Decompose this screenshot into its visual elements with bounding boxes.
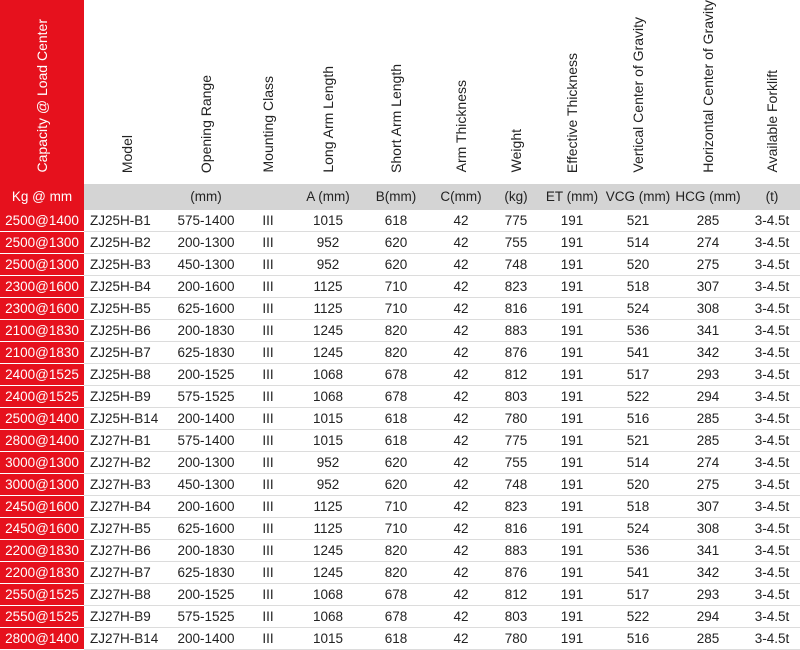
- cell-vcg: 541: [604, 341, 672, 363]
- unit-capacity: Kg @ mm: [0, 184, 84, 210]
- table-row: [0, 561, 800, 583]
- cell-capacity: 2500@1400: [0, 210, 84, 232]
- cell-forklift: 3-4.5t: [744, 451, 800, 473]
- cell-short-arm: 710: [362, 495, 430, 517]
- cell-long-arm: 1245: [294, 341, 362, 363]
- cell-arm-thickness: 42: [430, 253, 492, 275]
- cell-hcg: 294: [672, 605, 744, 627]
- cell-weight: 823: [492, 275, 540, 297]
- cell-weight: 780: [492, 627, 540, 649]
- cell-capacity: 2300@1600: [0, 275, 84, 297]
- cell-opening-range: 450-1300: [170, 473, 242, 495]
- cell-long-arm: 1245: [294, 539, 362, 561]
- cell-capacity: 2100@1830: [0, 319, 84, 341]
- cell-short-arm: 678: [362, 605, 430, 627]
- cell-weight: 816: [492, 517, 540, 539]
- cell-arm-thickness: 42: [430, 627, 492, 649]
- cell-vcg: 521: [604, 210, 672, 232]
- cell-short-arm: 618: [362, 627, 430, 649]
- cell-weight: 748: [492, 473, 540, 495]
- cell-hcg: 274: [672, 231, 744, 253]
- cell-short-arm: 820: [362, 539, 430, 561]
- table-row: [0, 517, 800, 539]
- header-arm-thickness: Arm Thickness: [452, 80, 469, 173]
- cell-opening-range: 200-1525: [170, 363, 242, 385]
- cell-model: ZJ25H-B8: [84, 363, 170, 385]
- cell-arm-thickness: 42: [430, 341, 492, 363]
- cell-model: ZJ25H-B4: [84, 275, 170, 297]
- cell-opening-range: 625-1830: [170, 341, 242, 363]
- cell-vcg: 516: [604, 627, 672, 649]
- cell-weight: 755: [492, 231, 540, 253]
- cell-vcg: 524: [604, 297, 672, 319]
- unit-vcg: VCG (mm): [604, 184, 672, 210]
- cell-model: ZJ25H-B3: [84, 253, 170, 275]
- header-hcg: Horizontal Center of Gravity: [699, 0, 716, 173]
- table-row: [0, 297, 800, 319]
- cell-arm-thickness: 42: [430, 319, 492, 341]
- table-row: [0, 210, 800, 232]
- cell-opening-range: 200-1300: [170, 451, 242, 473]
- cell-arm-thickness: 42: [430, 583, 492, 605]
- cell-capacity: 2500@1300: [0, 253, 84, 275]
- table-row: [0, 275, 800, 297]
- cell-mounting-class: III: [242, 407, 294, 429]
- cell-short-arm: 710: [362, 297, 430, 319]
- cell-hcg: 285: [672, 407, 744, 429]
- cell-long-arm: 1068: [294, 363, 362, 385]
- cell-capacity: 2400@1525: [0, 385, 84, 407]
- cell-effective-thickness: 191: [540, 385, 604, 407]
- cell-capacity: 2500@1400: [0, 407, 84, 429]
- cell-hcg: 293: [672, 583, 744, 605]
- cell-mounting-class: III: [242, 539, 294, 561]
- cell-opening-range: 575-1400: [170, 429, 242, 451]
- cell-arm-thickness: 42: [430, 363, 492, 385]
- cell-model: ZJ25H-B14: [84, 407, 170, 429]
- cell-arm-thickness: 42: [430, 495, 492, 517]
- cell-model: ZJ25H-B9: [84, 385, 170, 407]
- cell-long-arm: 1125: [294, 297, 362, 319]
- cell-weight: 803: [492, 385, 540, 407]
- cell-effective-thickness: 191: [540, 275, 604, 297]
- cell-weight: 816: [492, 297, 540, 319]
- cell-mounting-class: III: [242, 561, 294, 583]
- cell-mounting-class: III: [242, 385, 294, 407]
- cell-forklift: 3-4.5t: [744, 407, 800, 429]
- cell-forklift: 3-4.5t: [744, 605, 800, 627]
- cell-long-arm: 1015: [294, 210, 362, 232]
- table-row: [0, 341, 800, 363]
- cell-opening-range: 200-1525: [170, 583, 242, 605]
- cell-long-arm: 952: [294, 231, 362, 253]
- cell-opening-range: 625-1600: [170, 297, 242, 319]
- cell-opening-range: 625-1600: [170, 517, 242, 539]
- cell-hcg: 274: [672, 451, 744, 473]
- cell-model: ZJ27H-B2: [84, 451, 170, 473]
- cell-short-arm: 620: [362, 231, 430, 253]
- cell-vcg: 521: [604, 429, 672, 451]
- cell-capacity: 3000@1300: [0, 451, 84, 473]
- cell-mounting-class: III: [242, 231, 294, 253]
- cell-long-arm: 1015: [294, 407, 362, 429]
- header-weight: Weight: [507, 129, 524, 173]
- cell-forklift: 3-4.5t: [744, 275, 800, 297]
- unit-arm-thickness: C(mm): [430, 184, 492, 210]
- cell-mounting-class: III: [242, 605, 294, 627]
- cell-forklift: 3-4.5t: [744, 231, 800, 253]
- table-row: [0, 583, 800, 605]
- table-row: [0, 473, 800, 495]
- cell-mounting-class: III: [242, 363, 294, 385]
- cell-effective-thickness: 191: [540, 561, 604, 583]
- cell-vcg: 516: [604, 407, 672, 429]
- cell-weight: 876: [492, 341, 540, 363]
- cell-hcg: 307: [672, 495, 744, 517]
- cell-effective-thickness: 191: [540, 605, 604, 627]
- cell-opening-range: 200-1600: [170, 495, 242, 517]
- cell-effective-thickness: 191: [540, 451, 604, 473]
- cell-arm-thickness: 42: [430, 297, 492, 319]
- cell-effective-thickness: 191: [540, 363, 604, 385]
- table-row: [0, 429, 800, 451]
- cell-short-arm: 618: [362, 210, 430, 232]
- cell-model: ZJ25H-B2: [84, 231, 170, 253]
- table-row: [0, 385, 800, 407]
- cell-short-arm: 620: [362, 473, 430, 495]
- cell-arm-thickness: 42: [430, 605, 492, 627]
- cell-effective-thickness: 191: [540, 539, 604, 561]
- cell-model: ZJ27H-B14: [84, 627, 170, 649]
- cell-hcg: 285: [672, 210, 744, 232]
- cell-long-arm: 952: [294, 451, 362, 473]
- cell-forklift: 3-4.5t: [744, 210, 800, 232]
- cell-vcg: 514: [604, 231, 672, 253]
- cell-hcg: 342: [672, 341, 744, 363]
- table-row: [0, 539, 800, 561]
- cell-effective-thickness: 191: [540, 429, 604, 451]
- header-model: Model: [118, 134, 135, 173]
- cell-forklift: 3-4.5t: [744, 495, 800, 517]
- header-opening-range: Opening Range: [197, 74, 214, 173]
- cell-arm-thickness: 42: [430, 210, 492, 232]
- cell-mounting-class: III: [242, 297, 294, 319]
- cell-short-arm: 820: [362, 561, 430, 583]
- unit-model: [84, 184, 170, 210]
- cell-opening-range: 450-1300: [170, 253, 242, 275]
- cell-effective-thickness: 191: [540, 407, 604, 429]
- cell-short-arm: 710: [362, 517, 430, 539]
- cell-model: ZJ25H-B6: [84, 319, 170, 341]
- cell-vcg: 517: [604, 363, 672, 385]
- cell-capacity: 2550@1525: [0, 583, 84, 605]
- cell-capacity: 2500@1300: [0, 231, 84, 253]
- cell-opening-range: 200-1600: [170, 275, 242, 297]
- cell-hcg: 308: [672, 297, 744, 319]
- cell-vcg: 522: [604, 605, 672, 627]
- cell-weight: 812: [492, 583, 540, 605]
- cell-arm-thickness: 42: [430, 473, 492, 495]
- table-body: [0, 210, 800, 650]
- cell-model: ZJ27H-B5: [84, 517, 170, 539]
- cell-short-arm: 820: [362, 319, 430, 341]
- cell-vcg: 536: [604, 539, 672, 561]
- cell-effective-thickness: 191: [540, 473, 604, 495]
- cell-hcg: 341: [672, 319, 744, 341]
- cell-mounting-class: III: [242, 210, 294, 232]
- cell-opening-range: 575-1525: [170, 385, 242, 407]
- cell-opening-range: 200-1830: [170, 539, 242, 561]
- cell-opening-range: 200-1830: [170, 319, 242, 341]
- cell-capacity: 2800@1400: [0, 429, 84, 451]
- header-capacity: Capacity @ Load Center: [0, 0, 84, 184]
- cell-forklift: 3-4.5t: [744, 561, 800, 583]
- cell-capacity: 2200@1830: [0, 539, 84, 561]
- table-row: [0, 605, 800, 627]
- cell-capacity: 2200@1830: [0, 561, 84, 583]
- cell-arm-thickness: 42: [430, 429, 492, 451]
- table-row: [0, 627, 800, 649]
- cell-arm-thickness: 42: [430, 385, 492, 407]
- cell-long-arm: 1125: [294, 495, 362, 517]
- cell-hcg: 308: [672, 517, 744, 539]
- cell-long-arm: 1015: [294, 429, 362, 451]
- header-row: [0, 0, 800, 184]
- cell-vcg: 536: [604, 319, 672, 341]
- header-mounting-class: Mounting Class: [259, 76, 276, 173]
- cell-arm-thickness: 42: [430, 539, 492, 561]
- cell-effective-thickness: 191: [540, 627, 604, 649]
- cell-model: ZJ25H-B5: [84, 297, 170, 319]
- cell-opening-range: 200-1400: [170, 627, 242, 649]
- cell-hcg: 275: [672, 473, 744, 495]
- cell-arm-thickness: 42: [430, 561, 492, 583]
- cell-arm-thickness: 42: [430, 451, 492, 473]
- cell-weight: 775: [492, 210, 540, 232]
- cell-forklift: 3-4.5t: [744, 517, 800, 539]
- cell-forklift: 3-4.5t: [744, 627, 800, 649]
- cell-weight: 755: [492, 451, 540, 473]
- unit-row: [0, 184, 800, 210]
- cell-mounting-class: III: [242, 473, 294, 495]
- cell-long-arm: 952: [294, 473, 362, 495]
- cell-vcg: 520: [604, 473, 672, 495]
- cell-hcg: 293: [672, 363, 744, 385]
- table-row: [0, 495, 800, 517]
- cell-hcg: 285: [672, 627, 744, 649]
- cell-effective-thickness: 191: [540, 517, 604, 539]
- cell-long-arm: 1245: [294, 319, 362, 341]
- cell-short-arm: 710: [362, 275, 430, 297]
- cell-mounting-class: III: [242, 627, 294, 649]
- cell-arm-thickness: 42: [430, 231, 492, 253]
- cell-effective-thickness: 191: [540, 210, 604, 232]
- cell-opening-range: 200-1400: [170, 407, 242, 429]
- cell-long-arm: 1068: [294, 605, 362, 627]
- table-row: [0, 363, 800, 385]
- cell-forklift: 3-4.5t: [744, 253, 800, 275]
- header-available-forklift: Available Forklift: [763, 70, 780, 173]
- table-row: [0, 451, 800, 473]
- cell-hcg: 342: [672, 561, 744, 583]
- unit-hcg: HCG (mm): [672, 184, 744, 210]
- cell-weight: 780: [492, 407, 540, 429]
- cell-model: ZJ27H-B1: [84, 429, 170, 451]
- cell-mounting-class: III: [242, 495, 294, 517]
- cell-arm-thickness: 42: [430, 407, 492, 429]
- cell-model: ZJ27H-B8: [84, 583, 170, 605]
- unit-weight: (kg): [492, 184, 540, 210]
- unit-forklift: (t): [744, 184, 800, 210]
- table-row: [0, 253, 800, 275]
- cell-short-arm: 820: [362, 341, 430, 363]
- cell-mounting-class: III: [242, 275, 294, 297]
- cell-forklift: 3-4.5t: [744, 385, 800, 407]
- cell-short-arm: 618: [362, 407, 430, 429]
- cell-forklift: 3-4.5t: [744, 297, 800, 319]
- cell-forklift: 3-4.5t: [744, 319, 800, 341]
- cell-short-arm: 678: [362, 385, 430, 407]
- cell-short-arm: 678: [362, 583, 430, 605]
- cell-long-arm: 1068: [294, 385, 362, 407]
- cell-weight: 876: [492, 561, 540, 583]
- cell-short-arm: 620: [362, 451, 430, 473]
- cell-mounting-class: III: [242, 319, 294, 341]
- cell-opening-range: 575-1525: [170, 605, 242, 627]
- cell-weight: 823: [492, 495, 540, 517]
- unit-short-arm: B(mm): [362, 184, 430, 210]
- cell-weight: 883: [492, 539, 540, 561]
- cell-vcg: 524: [604, 517, 672, 539]
- cell-capacity: 2450@1600: [0, 517, 84, 539]
- cell-capacity: 2450@1600: [0, 495, 84, 517]
- header-short-arm-length: Short Arm Length: [387, 63, 404, 173]
- cell-hcg: 285: [672, 429, 744, 451]
- cell-vcg: 514: [604, 451, 672, 473]
- cell-capacity: 2300@1600: [0, 297, 84, 319]
- cell-model: ZJ27H-B9: [84, 605, 170, 627]
- cell-short-arm: 618: [362, 429, 430, 451]
- unit-opening-range: (mm): [170, 184, 242, 210]
- cell-effective-thickness: 191: [540, 253, 604, 275]
- cell-vcg: 518: [604, 275, 672, 297]
- cell-long-arm: 1125: [294, 275, 362, 297]
- cell-model: ZJ27H-B6: [84, 539, 170, 561]
- cell-long-arm: 1245: [294, 561, 362, 583]
- cell-capacity: 3000@1300: [0, 473, 84, 495]
- cell-hcg: 294: [672, 385, 744, 407]
- cell-vcg: 522: [604, 385, 672, 407]
- cell-hcg: 341: [672, 539, 744, 561]
- cell-weight: 748: [492, 253, 540, 275]
- cell-forklift: 3-4.5t: [744, 583, 800, 605]
- cell-vcg: 518: [604, 495, 672, 517]
- cell-capacity: 2800@1400: [0, 627, 84, 649]
- cell-short-arm: 678: [362, 363, 430, 385]
- cell-opening-range: 625-1830: [170, 561, 242, 583]
- cell-vcg: 541: [604, 561, 672, 583]
- cell-mounting-class: III: [242, 341, 294, 363]
- cell-mounting-class: III: [242, 583, 294, 605]
- cell-forklift: 3-4.5t: [744, 429, 800, 451]
- unit-effective-thickness: ET (mm): [540, 184, 604, 210]
- cell-forklift: 3-4.5t: [744, 363, 800, 385]
- cell-mounting-class: III: [242, 451, 294, 473]
- cell-forklift: 3-4.5t: [744, 539, 800, 561]
- table-row: [0, 319, 800, 341]
- cell-effective-thickness: 191: [540, 297, 604, 319]
- cell-capacity: 2400@1525: [0, 363, 84, 385]
- table-row: [0, 407, 800, 429]
- cell-long-arm: 1068: [294, 583, 362, 605]
- cell-mounting-class: III: [242, 429, 294, 451]
- cell-vcg: 517: [604, 583, 672, 605]
- cell-short-arm: 620: [362, 253, 430, 275]
- header-long-arm-length: Long Arm Length: [319, 66, 336, 173]
- cell-long-arm: 1125: [294, 517, 362, 539]
- cell-weight: 883: [492, 319, 540, 341]
- table-row: [0, 231, 800, 253]
- cell-model: ZJ25H-B1: [84, 210, 170, 232]
- unit-long-arm: A (mm): [294, 184, 362, 210]
- cell-forklift: 3-4.5t: [744, 473, 800, 495]
- cell-effective-thickness: 191: [540, 583, 604, 605]
- cell-weight: 775: [492, 429, 540, 451]
- cell-arm-thickness: 42: [430, 517, 492, 539]
- cell-opening-range: 200-1300: [170, 231, 242, 253]
- cell-effective-thickness: 191: [540, 231, 604, 253]
- cell-effective-thickness: 191: [540, 341, 604, 363]
- cell-hcg: 307: [672, 275, 744, 297]
- cell-opening-range: 575-1400: [170, 210, 242, 232]
- cell-capacity: 2100@1830: [0, 341, 84, 363]
- cell-weight: 803: [492, 605, 540, 627]
- cell-vcg: 520: [604, 253, 672, 275]
- header-vcg: Vertical Center of Gravity: [629, 17, 646, 173]
- header-effective-thickness: Effective Thickness: [563, 52, 580, 173]
- cell-model: ZJ27H-B7: [84, 561, 170, 583]
- cell-capacity: 2550@1525: [0, 605, 84, 627]
- cell-arm-thickness: 42: [430, 275, 492, 297]
- cell-weight: 812: [492, 363, 540, 385]
- cell-model: ZJ27H-B3: [84, 473, 170, 495]
- cell-long-arm: 952: [294, 253, 362, 275]
- cell-hcg: 275: [672, 253, 744, 275]
- cell-model: ZJ25H-B7: [84, 341, 170, 363]
- cell-mounting-class: III: [242, 517, 294, 539]
- cell-effective-thickness: 191: [540, 495, 604, 517]
- cell-forklift: 3-4.5t: [744, 341, 800, 363]
- cell-mounting-class: III: [242, 253, 294, 275]
- cell-model: ZJ27H-B4: [84, 495, 170, 517]
- cell-long-arm: 1015: [294, 627, 362, 649]
- unit-mounting-class: [242, 184, 294, 210]
- cell-effective-thickness: 191: [540, 319, 604, 341]
